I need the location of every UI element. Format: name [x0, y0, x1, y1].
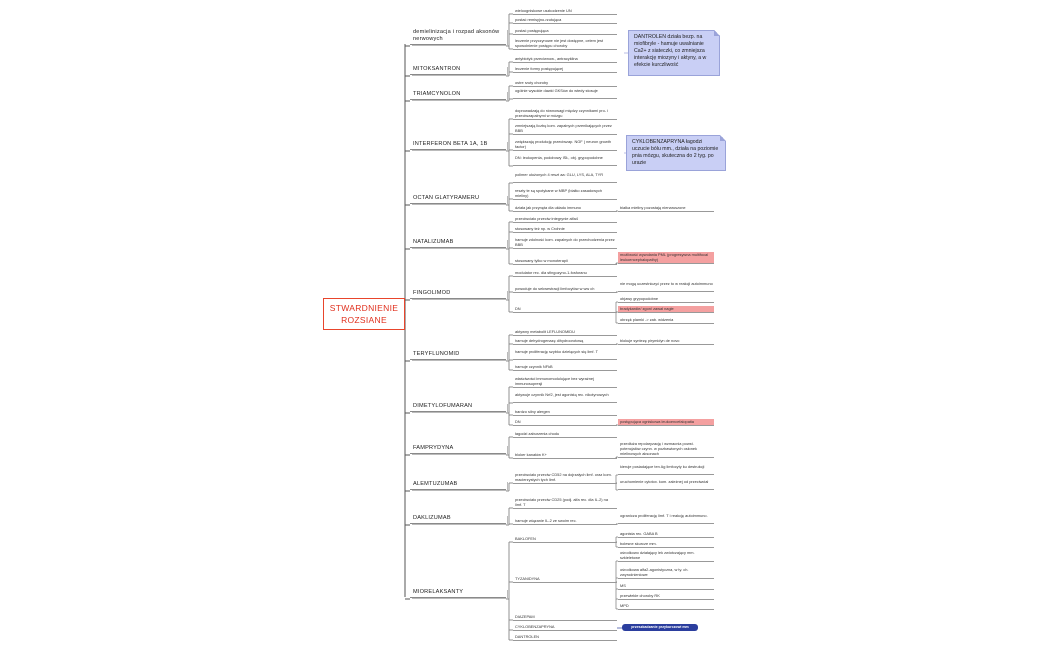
leaf-node[interactable]: doprowadzają do równowagi między czynnikami pro- i przeciwzapalnymi w mózgu	[513, 108, 617, 120]
leaf-node[interactable]: BAKLOFEN	[513, 536, 617, 543]
leaf-node[interactable]: modulator rec. dla sfingozyno-1-fosforanu	[513, 270, 617, 277]
leaf-node[interactable]: stosowany tylko w monoterapii	[513, 258, 617, 265]
leaf-node[interactable]: wieloogniskowe uszkodzenie UN	[513, 8, 617, 15]
leaf-node[interactable]: reszty te są spotykane w MBP (białko zasadowych mieliny)	[513, 188, 617, 200]
branch-node[interactable]	[410, 194, 506, 204]
branch-label: OCTAN GLATYRAMERU	[413, 195, 480, 201]
leaf-node[interactable]: aktywny metabolit LEFLUNOMIDU	[513, 329, 617, 336]
branch-label: INTERFERON BETA 1A, 1B	[413, 141, 488, 147]
note-dantrolen[interactable]	[628, 30, 720, 76]
leaf-node[interactable]: przeciwciało przeciw CD25 (podj. alfa rec. dla IL-2) na limf. T	[513, 497, 617, 509]
subleaf-node[interactable]: przedłuża repolaryzację i wzmacnia powst. potencjałów czynn. w pozbawionych osłonek mielinowych aksonach	[618, 441, 714, 458]
leaf-node[interactable]: DIAZEPAM	[513, 614, 617, 621]
subleaf-node[interactable]: blokuje syntezę pirymidyn de novo	[618, 338, 714, 345]
branch-label: ALEMTUZUMAB	[413, 481, 458, 487]
leaf-node[interactable]: DN: leukopenia, podobowy ISŁ, obj. grypopodobne	[513, 155, 617, 166]
leaf-node[interactable]: hamuje czynnik NFkB	[513, 364, 617, 371]
branch-node[interactable]	[410, 90, 506, 100]
branch-label: TRIAMCYNOLON	[413, 91, 461, 97]
tag-pill	[622, 624, 698, 631]
leaf-node[interactable]: bloker kanałów K+	[513, 452, 617, 459]
leaf-node[interactable]: DN	[513, 306, 617, 313]
subleaf-node[interactable]: MS	[618, 583, 714, 590]
leaf-node[interactable]: przeciwciało przeciw CD52 na dojrzałych limf. oraz kom. macierzystych tych limf.	[513, 472, 617, 484]
note-text: CYKLOBENZAPRYNA łagodzi uczucie bólu mm., działa na poziomie pnia mózgu, skuteczna do 2 tyg. po urazie	[632, 139, 719, 166]
leaf-node[interactable]: postać postępująca	[513, 28, 617, 35]
branch-label: TERYFLUNOMID	[413, 351, 460, 357]
leaf-node[interactable]: DANTROLEN	[513, 634, 617, 641]
subleaf-node[interactable]: obrzęk plamki -> zab. widzenia	[618, 317, 714, 324]
subleaf-node[interactable]: ośrodkowo działający lek zwiotczający mm. szkieletowe	[618, 550, 714, 562]
subleaf-node[interactable]: kieruje posiadające ten Ag limfocyty ku destrukcji	[618, 464, 714, 475]
leaf-node[interactable]: polimer ułożonych 4 reszt aa: GLU, LYS, ALA, TYR	[513, 172, 617, 183]
subleaf-node[interactable]: uruchomienie cytotox. kom. zależnej od przeciwciał	[618, 479, 714, 490]
subleaf-node[interactable]: przewlekłe choroby RK	[618, 593, 714, 600]
leaf-node[interactable]: działa jak przynęta dla układu immuno	[513, 205, 617, 212]
branch-node[interactable]	[410, 514, 506, 524]
leaf-node[interactable]: hamuje proliferację szybko dzielących się limf. T	[513, 349, 617, 360]
subleaf-node[interactable]: nie mogą uczestniczyć przez to w reakcji autoimmuno	[618, 281, 714, 292]
leaf-node[interactable]: postać remisyjno-rzutująca	[513, 17, 617, 24]
leaf-node[interactable]: leczenie przyczynowe nie jest dostępne, celem jest spowolnienie postępu choroby	[513, 38, 617, 50]
branch-label: demielinizacja i rozpad aksonów nerwowych	[413, 29, 500, 42]
pill-label: przeszkadzanie przykurczowi mm	[631, 625, 689, 629]
branch-node[interactable]	[410, 402, 506, 412]
leaf-node[interactable]: aktywuje czynnik Nrf2, jest agonistą rec. nikotynowych	[513, 392, 617, 403]
note-text: DANTROLEN działa bezp. na miofibryle - hamuje uwalnianie Ca2+ z siateczki, co zmniejsza interakcję miozyny i aktyny, a w efekcie kurczliwość	[634, 34, 707, 68]
subleaf-node[interactable]: MPD	[618, 603, 714, 610]
leaf-node[interactable]: łagodzi zaburzenia chodu	[513, 431, 617, 438]
branch-node[interactable]	[410, 28, 506, 45]
leaf-node[interactable]: hamuje wiązanie IL-2 ze swoim rec.	[513, 518, 617, 525]
branch-node[interactable]	[410, 238, 506, 248]
subleaf-node[interactable]: ośrodkowa alfa2-agonistyczna, w ty. ch. zwyrodnieniowe	[618, 567, 714, 579]
branch-node[interactable]	[410, 289, 506, 299]
branch-label: FINGOLIMOD	[413, 290, 451, 296]
note-cyklobenzapryna[interactable]	[626, 135, 726, 171]
leaf-node[interactable]: przeciwciało przeciw integrynie alfa4	[513, 216, 617, 223]
subleaf-node[interactable]: postępująca ogniskowa leukoencefalopatia	[618, 419, 714, 426]
subleaf-node[interactable]: agonista rec. GABA B	[618, 531, 714, 538]
leaf-node[interactable]: ostre rzuty choroby	[513, 80, 617, 87]
branch-node[interactable]	[410, 350, 506, 360]
branch-label: MITOKSANTRON	[413, 66, 461, 72]
leaf-node[interactable]: hamuje dehydrogenazę dihydroorotową	[513, 338, 617, 345]
leaf-node[interactable]: stosowany też np. w Crohnie	[513, 226, 617, 233]
root-node[interactable]	[323, 298, 405, 330]
subleaf-node[interactable]: ogranicza proliferację limf. T i reakcję autoimmuno.	[618, 513, 714, 524]
leaf-node[interactable]: antybiotyk przeciwnow., antracyklina	[513, 56, 617, 63]
leaf-node[interactable]: leczenie formy postępującej	[513, 66, 617, 73]
branch-node[interactable]	[410, 588, 506, 598]
branch-label: FAMPRYDYNA	[413, 445, 454, 451]
subleaf-node[interactable]: białka mieliny pozostają nienaruszone	[618, 205, 714, 212]
subleaf-node[interactable]: bolesne skurcze mm.	[618, 541, 714, 548]
leaf-node[interactable]: bardzo silny alergen	[513, 409, 617, 416]
branch-node[interactable]	[410, 480, 506, 490]
subleaf-node[interactable]: bradykardie/ zgon/ zawał nagłe	[618, 306, 714, 313]
leaf-node[interactable]: zmniejszają liczbę kom. zapalnych przenikających przez BBB	[513, 123, 617, 135]
leaf-node[interactable]: TYZANIDYNA	[513, 576, 617, 583]
branch-node[interactable]	[410, 444, 506, 454]
branch-node[interactable]	[410, 65, 506, 75]
leaf-node[interactable]: powoduje do sekwestracji limfocytów w ww ch	[513, 286, 617, 293]
subleaf-node[interactable]: możliwość wywołania PML (progresywna multifocal leukoencephalopathy)	[618, 252, 714, 264]
leaf-node[interactable]: hamuje zdolność kom. zapalnych do przechodzenia przez BBB	[513, 237, 617, 249]
branch-label: DIMETYLOFUMARAN	[413, 403, 473, 409]
branch-node[interactable]	[410, 140, 506, 150]
leaf-node[interactable]: DN	[513, 419, 617, 426]
branch-label: DAKLIZUMAB	[413, 515, 451, 521]
leaf-node[interactable]: właściwości immunomodulujące bez wyraźnej immunosupresji	[513, 376, 617, 388]
root-title: STWARDNIENIE ROZSIANE	[329, 303, 399, 325]
leaf-node[interactable]: zwiększają produkcję przeciwzap. NGF ( neuron growth factor)	[513, 139, 617, 151]
subleaf-node[interactable]: objawy grypopodobne	[618, 296, 714, 303]
leaf-node[interactable]: CYKLOBENZAPRYNA	[513, 624, 617, 631]
leaf-node[interactable]: ogólnie wysokie dawki GKSów do wtedy stosuje	[513, 88, 617, 99]
branch-label: MIORELAKSANTY	[413, 589, 464, 595]
branch-label: NATALIZUMAB	[413, 239, 454, 245]
